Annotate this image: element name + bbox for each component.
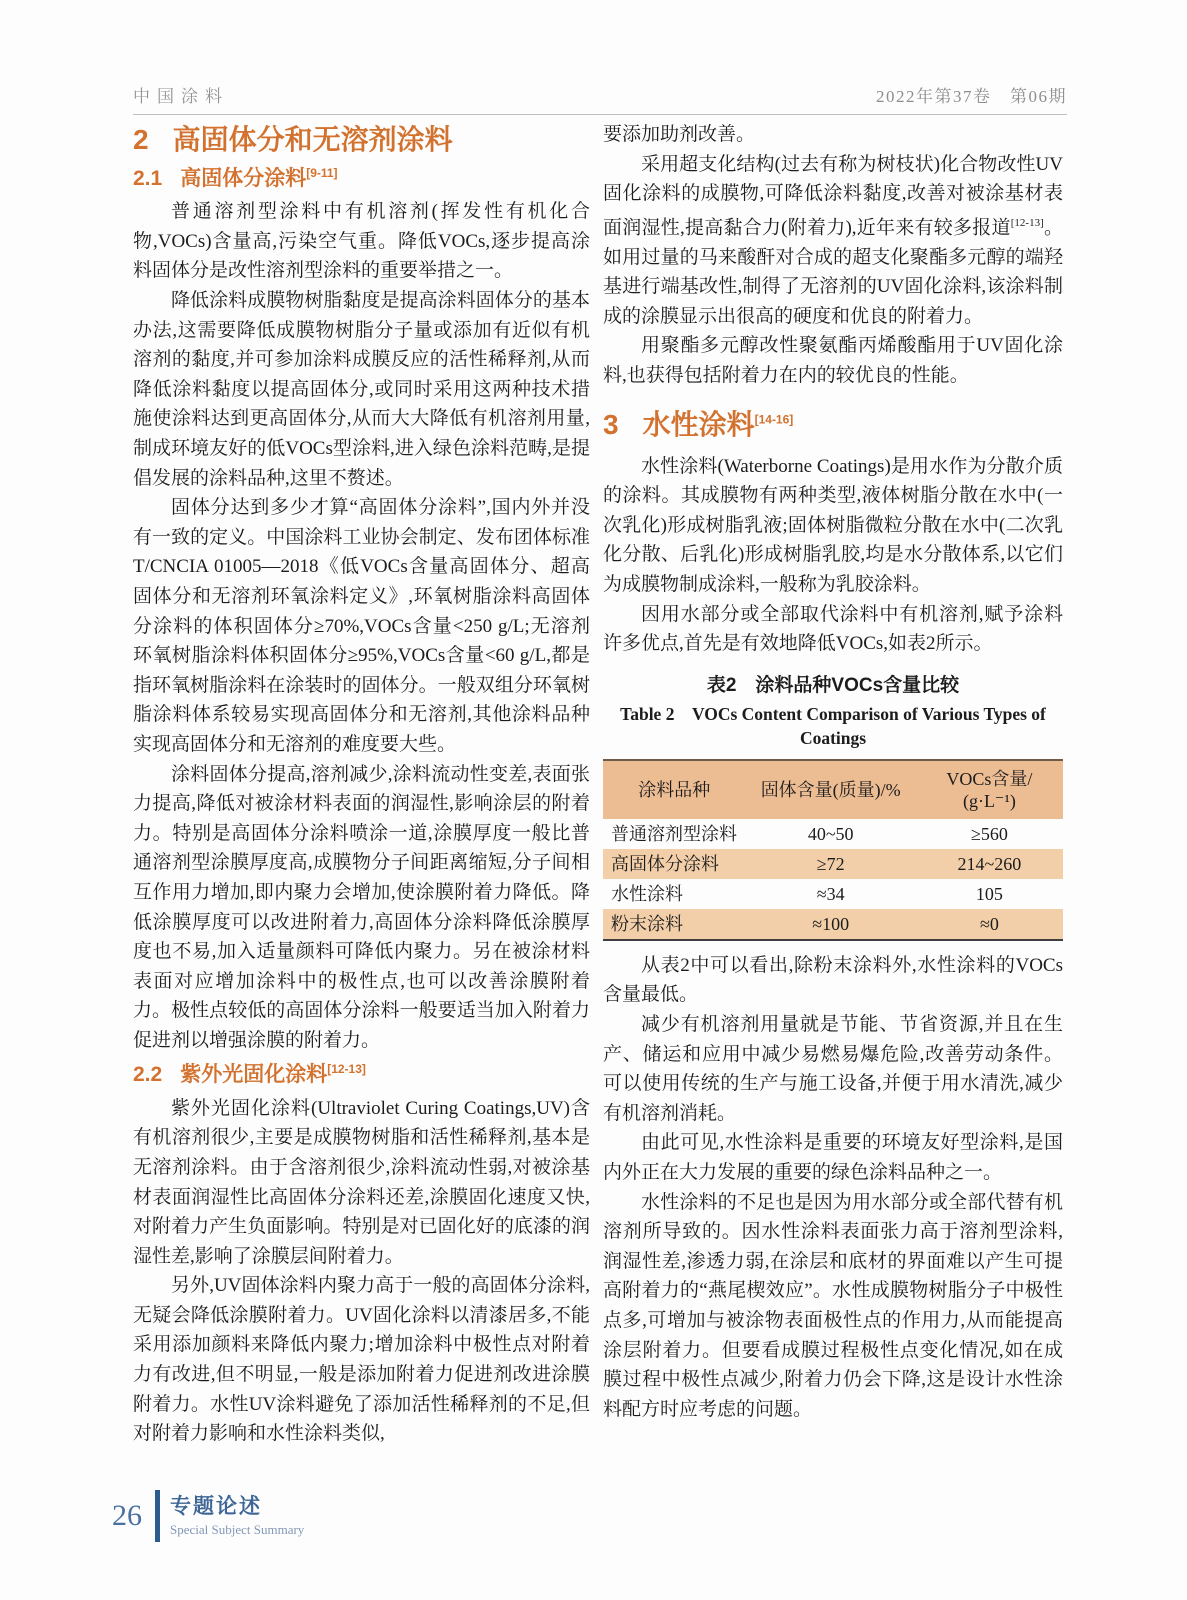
footer-divider-bar	[155, 1490, 160, 1542]
paragraph: 紫外光固化涂料(Ultraviolet Curing Coatings,UV)含有机溶剂很少,主要是成膜物树脂和活性稀释剂,基本是无溶剂涂料。由于含溶剂很少,涂料流动性弱,对被涂基材表面润湿性比高固体分涂料还差,涂膜固化速度又快,对附着力产生负面影响。特别是对已固化好的底漆的润湿性差,影响了涂膜层间附着力。	[133, 1097, 590, 1267]
column-header-voc-content: VOCs含量/ (g·L⁻¹)	[916, 760, 1063, 819]
paragraph: 减少有机溶剂用量就是节能、节省资源,并且在生产、储运和应用中减少易燃易爆危险,改善劳动条件。可以使用传统的生产与施工设备,并便于用水清洗,减少有机溶剂消耗。	[603, 1014, 1063, 1124]
footer-labels	[170, 1494, 304, 1537]
journal-name: 中国涂料	[133, 87, 229, 106]
paragraph-text: 。如用过量的马来酸酐对合成的超支化聚酯多元醇的端羟基进行端基改性,制得了无溶剂的UV固化涂料,该涂料制成的涂膜显示出很高的硬度和优良的附着力。	[603, 217, 1063, 327]
subsection-number: 2.2	[133, 1063, 163, 1087]
page-number: 26	[112, 1499, 142, 1532]
paragraph: 用聚酯多元醇改性聚氨酯丙烯酸酯用于UV固化涂料,也获得包括附着力在内的较优良的性能。	[603, 335, 1063, 387]
column-header-solid-content: 固体含量(质量)/%	[746, 760, 916, 819]
reference-superscript: [9-11]	[306, 166, 338, 180]
paragraph: 涂料固体分提高,溶剂减少,涂料流动性变差,表面张力提高,降低对被涂材料表面的润湿性,影响涂层的附着力。特别是高固体分涂料喷涂一道,涂膜厚度一般比普通溶剂型涂膜厚度高,成膜物分子间距离缩短,分子间相互作用力增加,即内聚力会增加,使涂膜附着力降低。降低涂膜厚度可以改进附着力,高固体分涂料降低涂膜厚度也不易,加入适量颜料可降低内聚力。另在被涂材料表面对应增加涂料中的极性点,也可以改善涂膜附着力。极性点较低的高固体分涂料一般要适当加入附着力促进剂以增强涂膜的附着力。	[133, 763, 590, 1051]
column-label-en: Special Subject Summary	[170, 1521, 305, 1537]
table-2-block	[603, 673, 1063, 941]
paragraph-text: 采用超支化结构(过去有称为树枝状)化合物改性UV固化涂料的成膜物,可降低涂料黏度,改善对被涂基材表面润湿性,提高黏合力(附着力),近年来有较多报道	[603, 153, 1063, 239]
section-2-heading	[133, 122, 590, 157]
reference-superscript: [12-13]	[1010, 216, 1044, 229]
section-2-2-heading	[133, 1062, 590, 1088]
paragraph: 因用水部分或全部取代涂料中有机溶剂,赋予涂料许多优点,首先是有效地降低VOCs,如表2所示。	[603, 603, 1063, 655]
section-2-1-heading	[133, 166, 590, 192]
section-title: 高固体分和无溶剂涂料	[172, 124, 453, 155]
section-title: 水性涂料	[642, 408, 755, 440]
paragraph	[603, 150, 1063, 332]
paragraph: 固体分达到多少才算“高固体分涂料”,国内外并没有一致的定义。中国涂料工业协会制定、发布团体标准T/CNCIA 01005—2018《低VOCs含量高固体分、超高固体分和无溶剂环氧涂料定义》,环氧树脂涂料高固体分涂料的体积固体分≥70%,VOCs含量<250 g/L;无溶剂环氧树脂涂料体积固体分≥95%,VOCs含量<60 g/L,都是指环氧树脂涂料在涂装时的固体分。一般双组分环氧树脂涂料体系较易实现高固体分和无溶剂,其他涂料品种实现高固体分和无溶剂的难度要大些。	[133, 497, 590, 755]
table-row: 水性涂料 ≈34 105	[611, 883, 1003, 904]
paragraph: 由此可见,水性涂料是重要的环境友好型涂料,是国内外正在大力发展的重要的绿色涂料品种之一。	[603, 1132, 1063, 1183]
table-row: 普通溶剂型涂料 40~50 ≥560	[611, 823, 1008, 844]
column-label-zh: 专题论述	[170, 1495, 262, 1519]
section-3-heading	[603, 407, 1063, 442]
left-column	[133, 120, 590, 1449]
running-head	[133, 82, 1067, 115]
voc-comparison-table	[603, 759, 1063, 941]
paragraph-continuation: 要添加助剂改善。	[603, 124, 756, 145]
reference-superscript: [12-13]	[327, 1062, 366, 1077]
section-number: 2	[133, 124, 149, 155]
reference-superscript: [14-16]	[754, 412, 794, 427]
page-footer	[112, 1490, 304, 1542]
paragraph: 从表2中可以看出,除粉末涂料外,水性涂料的VOCs含量最低。	[603, 954, 1063, 1006]
table-row: 粉末涂料 ≈100 ≈0	[603, 909, 1063, 940]
table-header-row	[603, 760, 1063, 819]
table-row: 高固体分涂料 ≥72 214~260	[603, 849, 1063, 879]
table-title-en: Table 2 VOCs Content Comparison of Various Types of Coatings	[620, 703, 1046, 748]
subsection-number: 2.1	[133, 167, 163, 190]
column-header-variety: 涂料品种	[603, 760, 746, 819]
paragraph: 另外,UV固体涂料内聚力高于一般的高固体分涂料,无疑会降低涂膜附着力。UV固化涂料以清漆居多,不能采用添加颜料来降低内聚力;增加涂料中极性点对附着力有改进,但不明显,一般是添加附着力促进剂改进涂膜附着力。水性UV涂料避免了添加活性稀释剂的不足,但对附着力影响和水性涂料类似,	[133, 1275, 590, 1445]
paragraph: 普通溶剂型涂料中有机溶剂(挥发性有机化合物,VOCs)含量高,污染空气重。降低VOCs,逐步提高涂料固体分是改性溶剂型涂料的重要举措之一。	[133, 201, 590, 282]
subsection-title: 高固体分涂料	[180, 167, 307, 190]
issue-info: 2022年第37卷 第06期	[876, 87, 1067, 106]
subsection-title: 紫外光固化涂料	[180, 1063, 328, 1087]
section-number: 3	[603, 408, 619, 440]
paragraph: 降低涂料成膜物树脂黏度是提高涂料固体分的基本办法,这需要降低成膜物树脂分子量或添加有近似有机溶剂的黏度,并可参加涂料成膜反应的活性稀释剂,从而降低涂料黏度以提高固体分,或同时采用这两种技术措施使涂料达到更高固体分,从而大大降低有机溶剂用量,制成环境友好的低VOCs型涂料,进入绿色涂料范畴,是提倡发展的涂料品种,这里不赘述。	[133, 290, 590, 489]
right-column	[603, 120, 1063, 1424]
table-title-zh: 表2 涂料品种VOCs含量比较	[706, 674, 960, 696]
paragraph: 水性涂料的不足也是因为用水部分或全部代替有机溶剂所导致的。因水性涂料表面张力高于溶剂型涂料,润湿性差,渗透力弱,在涂层和底材的界面难以产生可提高附着力的“燕尾楔效应”。水性成膜物树脂分子中极性点多,可增加与被涂物表面极性点的作用力,从而能提高涂层附着力。但要看成膜过程极性点变化情况,如在成膜过程中极性点减少,附着力仍会下降,这是设计水性涂料配方时应考虑的问题。	[603, 1191, 1063, 1420]
paragraph: 水性涂料(Waterborne Coatings)是用水作为分散介质的涂料。其成膜物有两种类型,液体树脂分散在水中(一次乳化)形成树脂乳液;固体树脂微粒分散在水中(二次乳化分散、后乳化)形成树脂乳胶,均是水分散体系,以它们为成膜物制成涂料,一般称为乳胶涂料。	[603, 455, 1063, 596]
